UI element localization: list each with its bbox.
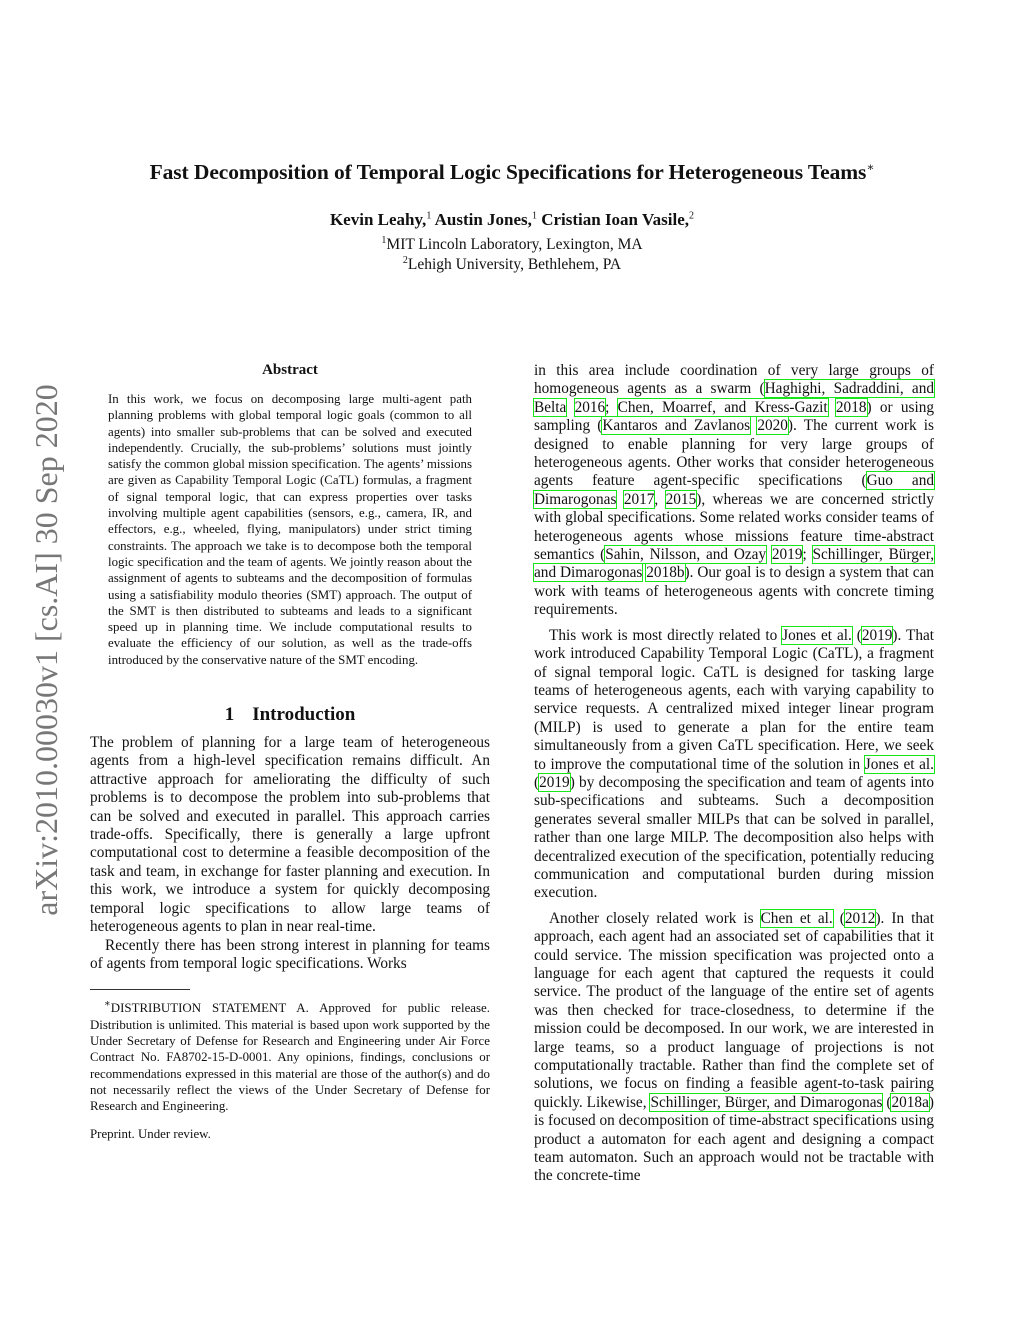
author-list: Kevin Leahy,$^1$ Austin Jones,$^1$ Cristian Ioan Vasile,$^2$ — [329, 210, 695, 229]
citation-link[interactable]: Chen et al. — [760, 909, 833, 927]
abstract-text: In this work, we focus on decomposing large multi-agent path planning problems with global temporal logic goals (common to all agents) into smaller sub-problems that can be solved and executed independently. Crucially, the sub-problems’ solutions must jointly satisfy the common global mission specification. The agents’ missions are given as Capability Temporal Logic (CaTL) formulas, a fragment of signal temporal logic, that can express properties over tasks involving multiple agent capabilities (sensors, e.g., camera, IR, and effectors, e.g., wheeled, flying, manipulators) under strict timing constraints. The approach we take is to decompose both the temporal logic specification and the team of agents. We jointly reason about the assignment of agents to subteams and the decomposition of formulas using a satisfiability modulo theories (SMT) approach. The output of the SMT is then distributed to subteams and leads to a significant speed up in planning time. We include computational results to evaluate the efficiency of our solution, as well as the trade-offs introduced by the conservative nature of the SMT encoding. — [108, 392, 472, 667]
citation-link[interactable]: 2018a — [891, 1093, 929, 1111]
related-work-paragraph: Another closely related work is Chen et al. (2012). In that approach, each agent had an associated set of capabilities that it could service. The mission specification was projected onto a language for each agent that captured the requests it could service. The product of the language of the entire set of agents was then checked for trace-closedness, to determine if the mission could be decomposed. In our work, we are interested in large teams, so a product language of projections is not computationally tractable. Rather than find the complete set of solutions, we focus on finding a feasible agent-to-task pairing quickly. Likewise, Schillinger, Bürger, and Dimarogonas (2018a) is focused on decomposition of time-abstract specifications using product a automaton for each agent and designing a compact team automaton. Such an approach would not be tractable with the concrete-time — [534, 909, 935, 1185]
citation-link[interactable]: Schillinger, Bürger, and Dimarogonas — [650, 1093, 883, 1111]
citation-link[interactable]: 2019 — [539, 773, 570, 791]
arxiv-stamp: arXiv:2010.00030v1 [cs.AI] 30 Sep 2020 — [28, 384, 64, 916]
citation-link[interactable]: Chen, Moarref, and Kress-Gazit — [617, 398, 828, 416]
citation-link[interactable]: 2012 — [844, 909, 876, 927]
left-column — [90, 362, 490, 1143]
citation-link[interactable]: 2019 — [861, 626, 893, 644]
intro-paragraph: Recently there has been strong interest in planning for teams of agents from temporal logic specifications. Works — [90, 936, 490, 972]
affiliation-mit: $^1$MIT Lincoln Laboratory, Lexington, MA — [381, 234, 643, 253]
citation-link[interactable]: Kantaros and Zavlanos — [602, 417, 751, 435]
citation-link[interactable]: 2017 — [623, 490, 655, 508]
citation-link[interactable]: Haghighi, Sadraddini, and Belta — [534, 380, 935, 416]
citation-link[interactable]: Guo and Dimarogonas — [534, 472, 935, 508]
citation-link[interactable]: Sahin, Nilsson, and Ozay — [605, 546, 767, 564]
citation-link[interactable]: Jones et al. — [782, 626, 852, 644]
citation-link[interactable]: 2020 — [757, 417, 788, 435]
citation-link[interactable]: 2016 — [574, 398, 606, 416]
author-name: Kevin Leahy, — [329, 210, 427, 229]
title-footnote-mark: ∗ — [866, 159, 875, 174]
right-column — [534, 362, 934, 1186]
citation-link[interactable]: Jones et al. — [864, 755, 935, 773]
citation-link[interactable]: 2018b — [646, 564, 685, 582]
section-heading: 1 Introduction — [224, 704, 356, 726]
author-name: Cristian Ioan Vasile, — [541, 210, 690, 229]
citation-link[interactable]: 2018 — [835, 398, 867, 416]
related-work-paragraph: This work is most directly related to Jones et al. (2019). That work introduced Capability Temporal Logic (CaTL), a fragment of signal temporal logic. CaTL is designed for tasking large teams of heterogeneous agents, each with varying capability to service requests. A centralized mixed integer linear program (MILP) is used to generate a plan for the entire team simultaneously from a given CaTL specification. Here, we seek to improve the computational time of the solution in Jones et al. (2019) by decomposing the specification and team of agents into sub-specifications and subteams. Such a decomposition generates several smaller MILPs that can be solved in parallel, rather than one large MILP. The decomposition also helps with decentralized execution of the specification, potentially reducing communication and computational burden during mission execution. — [534, 626, 935, 902]
intro-paragraph: The problem of planning for a large team of heterogeneous agents from a high-level specification remains difficult. An attractive approach for ameliorating the difficulty of such problems is to decompose the problem into sub-problems that can be solved and executed in parallel. This approach carries trade-offs. Specifically, there is generally a large upfront computational cost to determine a feasible decomposition of the task and team, in exchange for faster planning and execution. In this work, we introduce a system for quickly decomposing temporal logic specifications to allow large teams of heterogeneous agents to plan in near real-time. — [90, 734, 490, 936]
paper-title: Fast Decomposition of Temporal Logic Specifications for Heterogeneous Teams∗ — [149, 159, 875, 184]
affiliation-lehigh: $^2$Lehigh University, Bethlehem, PA — [402, 254, 622, 273]
citation-link[interactable]: Schillinger, Bürger, and Dimarogonas — [534, 546, 935, 582]
citation-link[interactable]: 2019 — [771, 546, 803, 564]
citation-link[interactable]: 2015 — [665, 490, 697, 508]
related-work-paragraph: in this area include coordination of very large groups of homogeneous agents as a swarm (Haghighi, Sadraddini, and Belta 2016; Chen, Moarref, and Kress-Gazit 2018) or using sampling (Kantaros and Zavlanos 2020). The current work is designed to enable planning for very large groups of heterogeneous agents. Other works that consider heterogeneous agents feature agent-specific specifications (Guo and Dimarogonas 2017, 2015), whereas we are concerned strictly with global specifications. Some related works consider teams of heterogeneous agents whose missions feature time-abstract semantics (Sahin, Nilsson, and Ozay 2019; Schillinger, Bürger, and Dimarogonas 2018b). Our goal is to design a system that can work with teams of heterogeneous agents with concrete timing requirements. — [534, 362, 935, 619]
preprint-note: Preprint. Under review. — [90, 1127, 211, 1142]
author-name: Austin Jones, — [434, 210, 532, 229]
abstract-heading: Abstract — [262, 362, 318, 378]
footnote: ∗DISTRIBUTION STATEMENT A. Approved for public release. Distribution is unlimited. This material is based upon work supported by the Under Secretary of Defense for Research and Engineering under Air Force Contract No. FA8702-15-D-0001. Any opinions, findings, conclusions or recommendations expressed in this material are those of the author(s) and do not necessarily reflect the views of the Under Secretary of Defense for Research and Engineering. — [90, 999, 490, 1114]
